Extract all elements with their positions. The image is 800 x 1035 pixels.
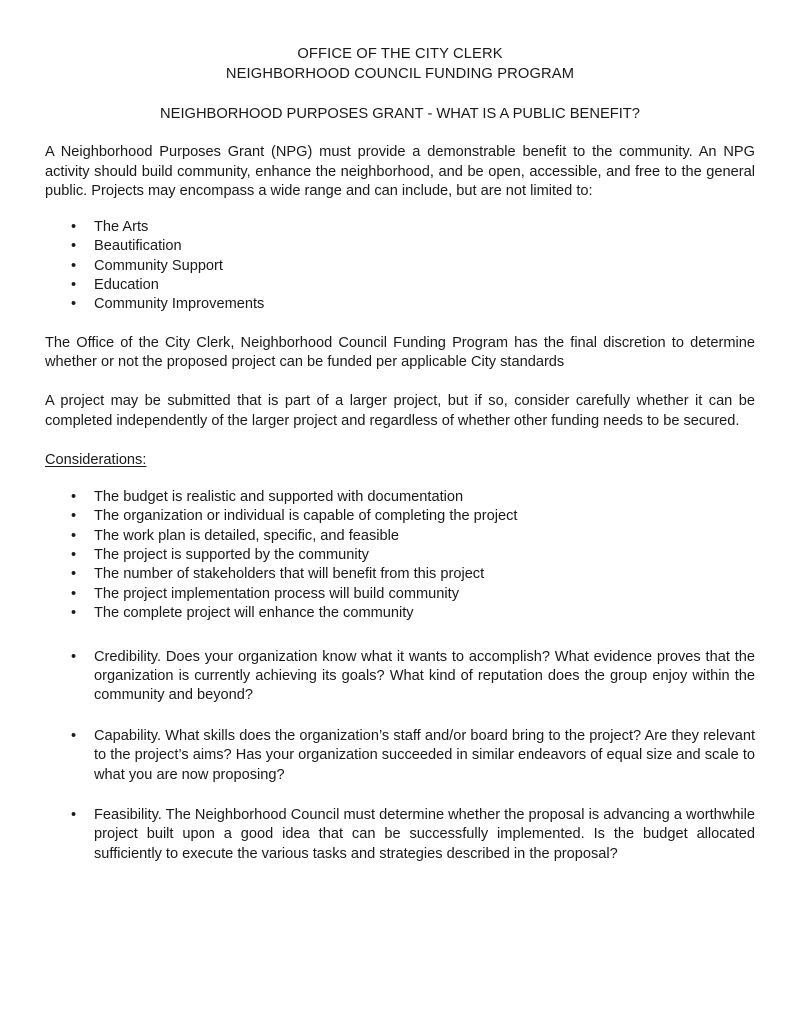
considerations-heading <box>45 451 755 471</box>
project-types-list <box>45 218 755 315</box>
intro-paragraph: A Neighborhood Purposes Grant (NPG) must provide a demonstrable benefit to the community. An NPG activity should build community, enhance the neighborhood, and be open, accessible, and free to the general public. Projects may encompass a wide range and can include, but are not limited to: <box>45 144 755 200</box>
header-line-1: OFFICE OF THE CITY CLERK <box>297 46 503 62</box>
list-item: • Education <box>45 276 755 295</box>
detailed-criteria-list <box>45 648 755 865</box>
list-item-credibility: • Credibility. Does your organization know what it wants to accomplish? What evidence proves that the organization is currently achieving its goals? What kind of reputation does the group enjoy within the community and beyond? <box>45 648 755 706</box>
list-item: • The number of stakeholders that will benefit from this project <box>45 565 755 584</box>
document-header <box>45 44 755 84</box>
considerations-list <box>45 488 755 624</box>
list-item: • The project is supported by the community <box>45 546 755 565</box>
discretion-paragraph: The Office of the City Clerk, Neighborhood Council Funding Program has the final discretion to determine whether or not the proposed project can be funded per applicable City standards <box>45 334 755 371</box>
list-item: • The Arts <box>45 218 755 237</box>
list-item: • The budget is realistic and supported with documentation <box>45 488 755 507</box>
list-item-feasibility: • Feasibility. The Neighborhood Council must determine whether the proposal is advancing a worthwhile project built upon a good idea that can be successfully implemented. Is the budget allocated sufficiently to execute the various tasks and strategies described in the proposal? <box>45 806 755 864</box>
list-item: • The organization or individual is capable of completing the project <box>45 507 755 526</box>
list-item: • Community Support <box>45 257 755 276</box>
document-content <box>45 44 755 864</box>
list-item: • The work plan is detailed, specific, and feasible <box>45 527 755 546</box>
document-subtitle: NEIGHBORHOOD PURPOSES GRANT - WHAT IS A PUBLIC BENEFIT? <box>160 106 640 122</box>
considerations-heading-text: Considerations: <box>45 452 147 469</box>
list-item: • Beautification <box>45 237 755 256</box>
list-item-capability: • Capability. What skills does the organization’s staff and/or board bring to the project? Are they relevant to the project’s aims? Has your organization succeeded in similar endeavors of equal size and scale to what you are now proposing? <box>45 727 755 785</box>
list-item: • Community Improvements <box>45 295 755 314</box>
header-line-2: NEIGHBORHOOD COUNCIL FUNDING PROGRAM <box>225 66 575 82</box>
list-item: • The complete project will enhance the community <box>45 604 755 623</box>
larger-project-paragraph: A project may be submitted that is part of a larger project, but if so, consider carefully whether it can be completed independently of the larger project and regardless of whether other funding needs to be secured. <box>45 393 755 429</box>
list-item: • The project implementation process will build community <box>45 585 755 604</box>
